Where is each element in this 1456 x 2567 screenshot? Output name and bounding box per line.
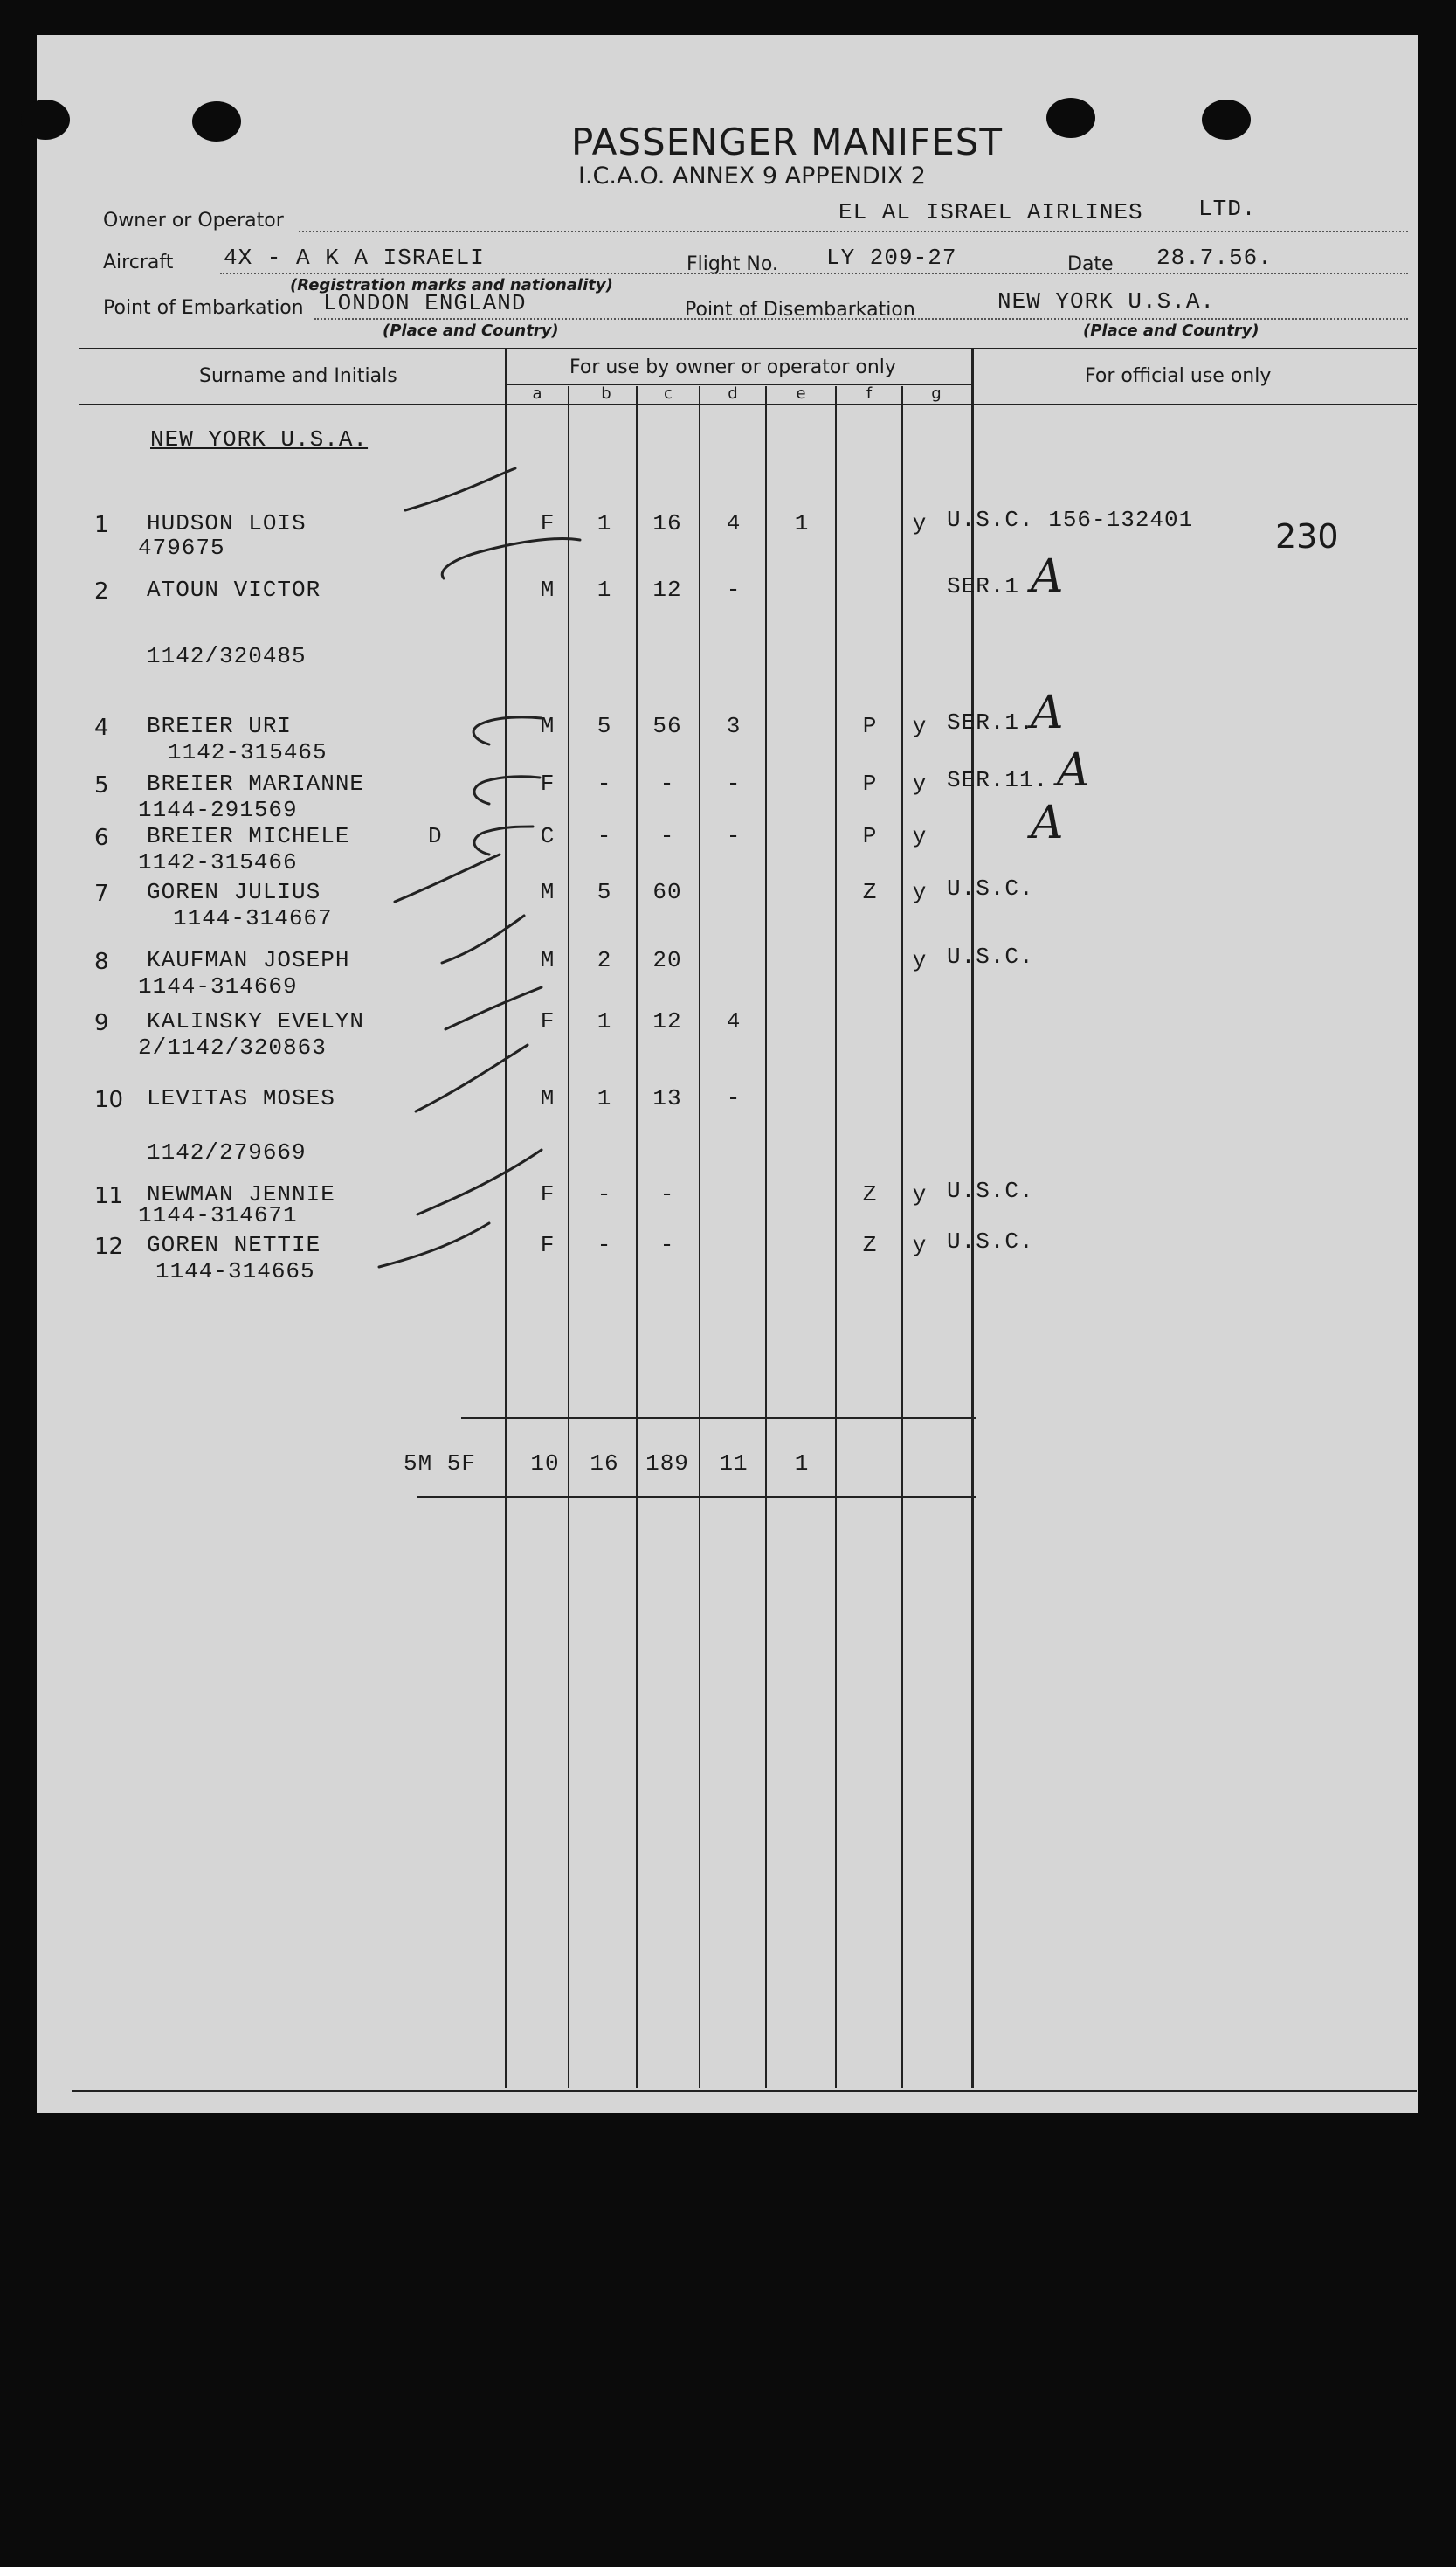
total-d: 11 [719, 1450, 749, 1477]
passport-number: 1142-315466 [138, 849, 298, 875]
owner-value: EL AL ISRAEL AIRLINES [838, 199, 1143, 225]
sub-column-b: b [601, 384, 611, 403]
row-number: 10 [94, 1087, 124, 1113]
passenger-name: LEVITAS MOSES [147, 1085, 335, 1111]
cell-c: 56 [652, 713, 682, 739]
cell-d: 3 [726, 713, 742, 739]
row-number: 12 [94, 1234, 124, 1260]
cell-c: 20 [652, 947, 682, 973]
sub-column-c: c [664, 384, 673, 403]
passenger-name: HUDSON LOIS [147, 510, 307, 536]
cell-a: C [540, 823, 555, 849]
inspection-stamp: A [1031, 550, 1064, 603]
cell-b: 2 [597, 947, 612, 973]
cell-e: 1 [794, 510, 810, 536]
cell-d: - [726, 577, 742, 603]
embark-note: (Place and Country) [383, 322, 559, 340]
date-label: Date [1067, 253, 1114, 275]
cell-a: M [540, 577, 555, 603]
cell-c: 12 [652, 577, 682, 603]
official-note: U.S.C. [947, 875, 1034, 902]
cell-f: Z [862, 1181, 878, 1207]
aircraft-note: (Registration marks and nationality) [290, 276, 613, 294]
cell-f: P [862, 771, 878, 797]
cell-a: F [540, 1232, 555, 1258]
row-number: 6 [94, 825, 109, 851]
cell-c: - [659, 823, 675, 849]
disembark-label: Point of Disembarkation [685, 299, 915, 321]
cell-c: - [659, 771, 675, 797]
official-note: U.S.C. 156-132401 [947, 507, 1194, 533]
disembark-note: (Place and Country) [1083, 322, 1259, 340]
cell-a: M [540, 879, 555, 905]
cell-g: y [912, 947, 928, 973]
cell-b: - [597, 771, 612, 797]
cell-b: 1 [597, 1008, 612, 1034]
passport-number: 1144-291569 [138, 797, 298, 823]
inspection-stamp: A [1031, 687, 1064, 739]
cell-c: - [659, 1181, 675, 1207]
page-title: PASSENGER MANIFEST [571, 121, 1004, 163]
passenger-name: KAUFMAN JOSEPH [147, 947, 350, 973]
passport-number: 1142/279669 [147, 1139, 307, 1166]
cell-b: - [597, 823, 612, 849]
passenger-name: BREIER MARIANNE [147, 771, 365, 797]
disembark-value: NEW YORK U.S.A. [997, 288, 1216, 315]
passport-number: 1142-315465 [168, 739, 328, 765]
embark-value: LONDON ENGLAND [323, 290, 527, 316]
aircraft-value: 4X - A K A ISRAELI [224, 245, 485, 271]
passport-number: 1144-314665 [155, 1258, 315, 1284]
cell-f: P [862, 713, 878, 739]
cell-c: 60 [652, 879, 682, 905]
official-note: U.S.C. [947, 944, 1034, 970]
total-a: 10 [530, 1450, 560, 1477]
cell-b: - [597, 1232, 612, 1258]
official-note: SER.1. [947, 709, 1034, 736]
cell-d: 4 [726, 1008, 742, 1034]
row-number: 2 [94, 578, 109, 605]
passport-number: 479675 [138, 535, 225, 561]
cell-f: Z [862, 1232, 878, 1258]
cell-d: - [726, 771, 742, 797]
passenger-name: BREIER MICHELE [147, 823, 350, 849]
cell-b: 1 [597, 510, 612, 536]
row-number: 11 [94, 1183, 124, 1209]
sub-column-e: e [796, 384, 806, 403]
passenger-name: ATOUN VICTOR [147, 577, 321, 603]
cell-b: 5 [597, 879, 612, 905]
flight-label: Flight No. [687, 253, 778, 275]
cell-b: - [597, 1181, 612, 1207]
passport-number: 1144-314671 [138, 1202, 298, 1228]
total-c: 189 [645, 1450, 689, 1477]
passenger-name: NEWMAN JENNIE [147, 1181, 335, 1207]
passenger-name: GOREN JULIUS [147, 879, 321, 905]
col-official-header: For official use only [1085, 365, 1272, 387]
row-number: 8 [94, 949, 109, 975]
passenger-name: BREIER URI [147, 713, 293, 739]
cell-f: Z [862, 879, 878, 905]
official-note: SER.11. [947, 767, 1049, 793]
cell-c: 13 [652, 1085, 682, 1111]
cell-b: 5 [597, 713, 612, 739]
date-value: 28.7.56. [1156, 245, 1273, 271]
owner-label: Owner or Operator [103, 210, 284, 232]
cell-c: - [659, 1232, 675, 1258]
passport-number: 1144-314667 [173, 905, 333, 931]
cell-g: y [912, 771, 928, 797]
destination-heading: NEW YORK U.S.A. [150, 426, 369, 453]
sub-column-f: f [866, 384, 873, 403]
cell-b: 1 [597, 1085, 612, 1111]
cell-f: P [862, 823, 878, 849]
passport-number: 1142/320485 [147, 643, 307, 669]
sub-column-d: d [728, 384, 738, 403]
row-number: 5 [94, 772, 109, 799]
cell-g: y [912, 1232, 928, 1258]
row-number: 9 [94, 1010, 109, 1036]
cell-d: 4 [726, 510, 742, 536]
passenger-name-suffix: D [428, 823, 443, 849]
cell-g: y [912, 510, 928, 536]
passport-number: 1144-314669 [138, 973, 298, 1000]
page-subtitle: I.C.A.O. ANNEX 9 APPENDIX 2 [578, 163, 926, 190]
cell-b: 1 [597, 577, 612, 603]
cell-a: F [540, 771, 555, 797]
cell-a: F [540, 1008, 555, 1034]
page-number: 230 [1275, 517, 1339, 556]
flight-value: LY 209-27 [826, 245, 957, 271]
inspection-stamp: A [1057, 744, 1090, 797]
cell-g: y [912, 713, 928, 739]
owner-suffix: LTD. [1198, 196, 1257, 222]
cell-a: M [540, 713, 555, 739]
cell-a: M [540, 947, 555, 973]
col-surname-header: Surname and Initials [199, 365, 397, 387]
totals-label: 5M 5F [404, 1450, 477, 1477]
total-e: 1 [794, 1450, 810, 1477]
row-number: 4 [94, 715, 109, 741]
sub-column-a: a [532, 384, 542, 403]
cell-g: y [912, 879, 928, 905]
passenger-name: GOREN NETTIE [147, 1232, 321, 1258]
cell-d: - [726, 823, 742, 849]
passenger-name: KALINSKY EVELYN [147, 1008, 365, 1034]
embark-label: Point of Embarkation [103, 297, 304, 319]
official-note: SER.1 [947, 573, 1020, 599]
sub-column-g: g [931, 384, 942, 403]
row-number: 1 [94, 512, 109, 538]
cell-g: y [912, 823, 928, 849]
row-number: 7 [94, 881, 109, 907]
aircraft-label: Aircraft [103, 252, 174, 273]
inspection-stamp: A [1031, 797, 1064, 849]
col-owner-header: For use by owner or operator only [569, 356, 896, 378]
official-note: U.S.C. [947, 1228, 1034, 1255]
cell-c: 16 [652, 510, 682, 536]
cell-a: F [540, 510, 555, 536]
cell-g: y [912, 1181, 928, 1207]
passport-number: 2/1142/320863 [138, 1034, 327, 1061]
cell-a: F [540, 1181, 555, 1207]
total-b: 16 [590, 1450, 619, 1477]
cell-c: 12 [652, 1008, 682, 1034]
cell-d: - [726, 1085, 742, 1111]
cell-a: M [540, 1085, 555, 1111]
official-note: U.S.C. [947, 1178, 1034, 1204]
